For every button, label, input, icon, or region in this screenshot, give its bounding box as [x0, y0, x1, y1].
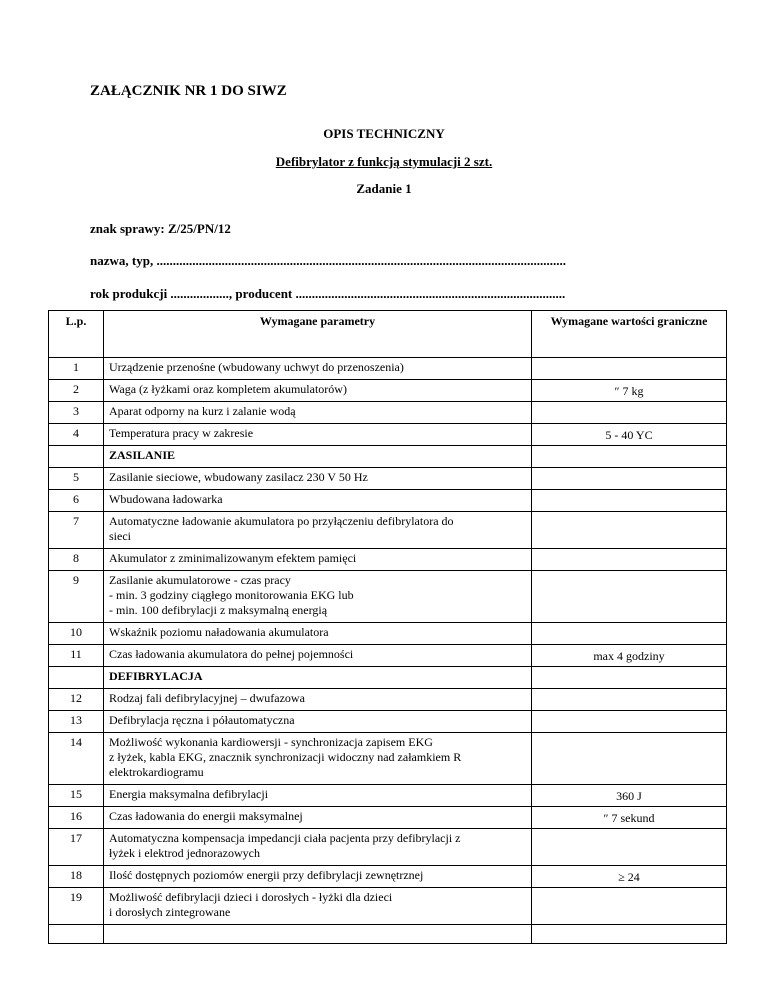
parameter-line: Automatyczne ładowanie akumulatora po przyłączeniu defibrylatora do [109, 514, 454, 528]
parameter-line: z łyżek, kabla EKG, znacznik synchronizacji widoczny nad załamkiem R [109, 750, 462, 764]
parameter-line: i dorosłych zintegrowane [109, 905, 231, 919]
table-body [49, 358, 727, 944]
table-row [49, 645, 727, 667]
parameter-line: Czas ładowania do energii maksymalnej [109, 809, 303, 823]
row-parameter [104, 711, 532, 733]
parameter-line: - min. 3 godziny ciągłego monitorowania EKG lub [109, 588, 354, 602]
row-parameter [104, 571, 532, 623]
row-parameter [104, 888, 532, 925]
parameter-line: Rodzaj fali defibrylacyjnej – dwufazowa [109, 691, 305, 705]
row-value [532, 358, 727, 380]
name-type-field: nazwa, typ, .............................................................................................................................. [90, 253, 566, 268]
row-number: 19 [49, 888, 104, 925]
parameter-line: Wskaźnik poziomu naładowania akumulatora [109, 625, 329, 639]
row-number [49, 667, 104, 689]
row-value: 360 J [532, 785, 727, 807]
parameter-line: Możliwość wykonania kardiowersji - synchronizacja zapisem EKG [109, 735, 433, 749]
parameter-line: Defibrylacja ręczna i półautomatyczna [109, 713, 295, 727]
row-value [532, 512, 727, 549]
row-number: 15 [49, 785, 104, 807]
table-row [49, 402, 727, 424]
spec-title: OPIS TECHNICZNY [323, 126, 445, 141]
row-number: 18 [49, 866, 104, 888]
parameter-line: - min. 100 defibrylacji z maksymalną energią [109, 603, 328, 617]
row-parameter [104, 380, 532, 402]
task-title: Zadanie 1 [356, 181, 412, 196]
subject-title: Defibrylator z funkcją stymulacji 2 szt. [275, 154, 493, 169]
row-parameter [104, 512, 532, 549]
row-number: 10 [49, 623, 104, 645]
row-value [532, 571, 727, 623]
table-row [49, 733, 727, 785]
parameter-line: Ilość dostępnych poziomów energii przy defibrylacji zewnętrznej [109, 868, 424, 882]
parameter-line: Czas ładowania akumulatora do pełnej pojemności [109, 647, 354, 661]
row-parameter [104, 866, 532, 888]
table-row [49, 785, 727, 807]
row-number: 17 [49, 829, 104, 866]
table-row [49, 380, 727, 402]
row-parameter [104, 733, 532, 785]
case-reference: znak sprawy: Z/25/PN/12 [90, 221, 231, 236]
row-value [532, 446, 727, 468]
table-row [49, 571, 727, 623]
parameter-line: sieci [109, 529, 131, 543]
table-row [49, 689, 727, 711]
row-number: 2 [49, 380, 104, 402]
row-value [532, 689, 727, 711]
row-number: 13 [49, 711, 104, 733]
row-number: 9 [49, 571, 104, 623]
row-parameter [104, 402, 532, 424]
table-section-row [49, 667, 727, 689]
row-value [532, 549, 727, 571]
row-value: ≥ 24 [532, 866, 727, 888]
row-parameter [104, 549, 532, 571]
table-row [49, 829, 727, 866]
year-producer-field: rok produkcji .................., producent ................................................................................... [90, 286, 566, 301]
table-row [49, 468, 727, 490]
row-value: 5 - 40 ΥC [532, 424, 727, 446]
row-number: 3 [49, 402, 104, 424]
row-number: 4 [49, 424, 104, 446]
row-number: 12 [49, 689, 104, 711]
parameter-line: Urządzenie przenośne (wbudowany uchwyt do przenoszenia) [109, 360, 404, 374]
parameter-line: Aparat odporny na kurz i zalanie wodą [109, 404, 296, 418]
table-row [49, 888, 727, 925]
parameter-line: Zasilanie akumulatorowe - czas pracy [109, 573, 291, 587]
parameter-line: Temperatura pracy w zakresie [109, 426, 254, 440]
row-parameter [104, 446, 532, 468]
row-number: 6 [49, 490, 104, 512]
row-parameter [104, 829, 532, 866]
row-parameter [104, 667, 532, 689]
parameter-line: Automatyczna kompensacja impedancji ciała pacjenta przy defibrylacji z [109, 831, 461, 845]
row-number: 5 [49, 468, 104, 490]
row-parameter [104, 424, 532, 446]
empty-cell [49, 925, 104, 944]
row-value: ″ 7 sekund [532, 807, 727, 829]
table-row [49, 490, 727, 512]
row-parameter [104, 468, 532, 490]
attachment-title: ZAŁĄCZNIK NR 1 DO SIWZ [90, 83, 287, 99]
table-section-row [49, 446, 727, 468]
parameter-line: Waga (z łyżkami oraz kompletem akumulatorów) [109, 382, 347, 396]
row-value [532, 402, 727, 424]
parameter-line: ZASILANIE [109, 448, 176, 462]
row-number [49, 446, 104, 468]
table-header-row [49, 311, 727, 358]
parameter-line: DEFIBRYLACJA [109, 669, 203, 683]
table-row [49, 424, 727, 446]
parameter-line: Wbudowana ładowarka [109, 492, 223, 506]
row-parameter [104, 689, 532, 711]
parameter-line: Zasilanie sieciowe, wbudowany zasilacz 230 V 50 Hz [109, 470, 368, 484]
row-parameter [104, 807, 532, 829]
row-value [532, 711, 727, 733]
table-row [49, 623, 727, 645]
row-value [532, 829, 727, 866]
table-row [49, 512, 727, 549]
row-number: 1 [49, 358, 104, 380]
parameters-table [48, 310, 727, 944]
table-empty-row [49, 925, 727, 944]
table-row [49, 711, 727, 733]
row-parameter [104, 785, 532, 807]
row-number: 7 [49, 512, 104, 549]
row-number: 11 [49, 645, 104, 667]
parameter-line: Energia maksymalna defibrylacji [109, 787, 269, 801]
header-lp: L.p. [49, 311, 104, 358]
row-value [532, 888, 727, 925]
header-params: Wymagane parametry [104, 311, 532, 358]
row-value: ″ 7 kg [532, 380, 727, 402]
parameter-line: Możliwość defibrylacji dzieci i dorosłych - łyżki dla dzieci [109, 890, 393, 904]
table-row [49, 807, 727, 829]
table-row [49, 866, 727, 888]
row-parameter [104, 358, 532, 380]
parameter-line: Akumulator z zminimalizowanym efektem pamięci [109, 551, 357, 565]
header-values: Wymagane wartości graniczne [532, 311, 727, 358]
empty-cell [104, 925, 532, 944]
row-number: 8 [49, 549, 104, 571]
table-row [49, 358, 727, 380]
parameter-line: elektrokardiogramu [109, 765, 204, 779]
row-value [532, 733, 727, 785]
row-value [532, 468, 727, 490]
row-value [532, 490, 727, 512]
table-row [49, 549, 727, 571]
row-parameter [104, 645, 532, 667]
row-parameter [104, 623, 532, 645]
row-value [532, 667, 727, 689]
row-value: max 4 godziny [532, 645, 727, 667]
row-value [532, 623, 727, 645]
row-number: 16 [49, 807, 104, 829]
empty-cell [532, 925, 727, 944]
row-parameter [104, 490, 532, 512]
row-number: 14 [49, 733, 104, 785]
parameter-line: łyżek i elektrod jednorazowych [109, 846, 260, 860]
